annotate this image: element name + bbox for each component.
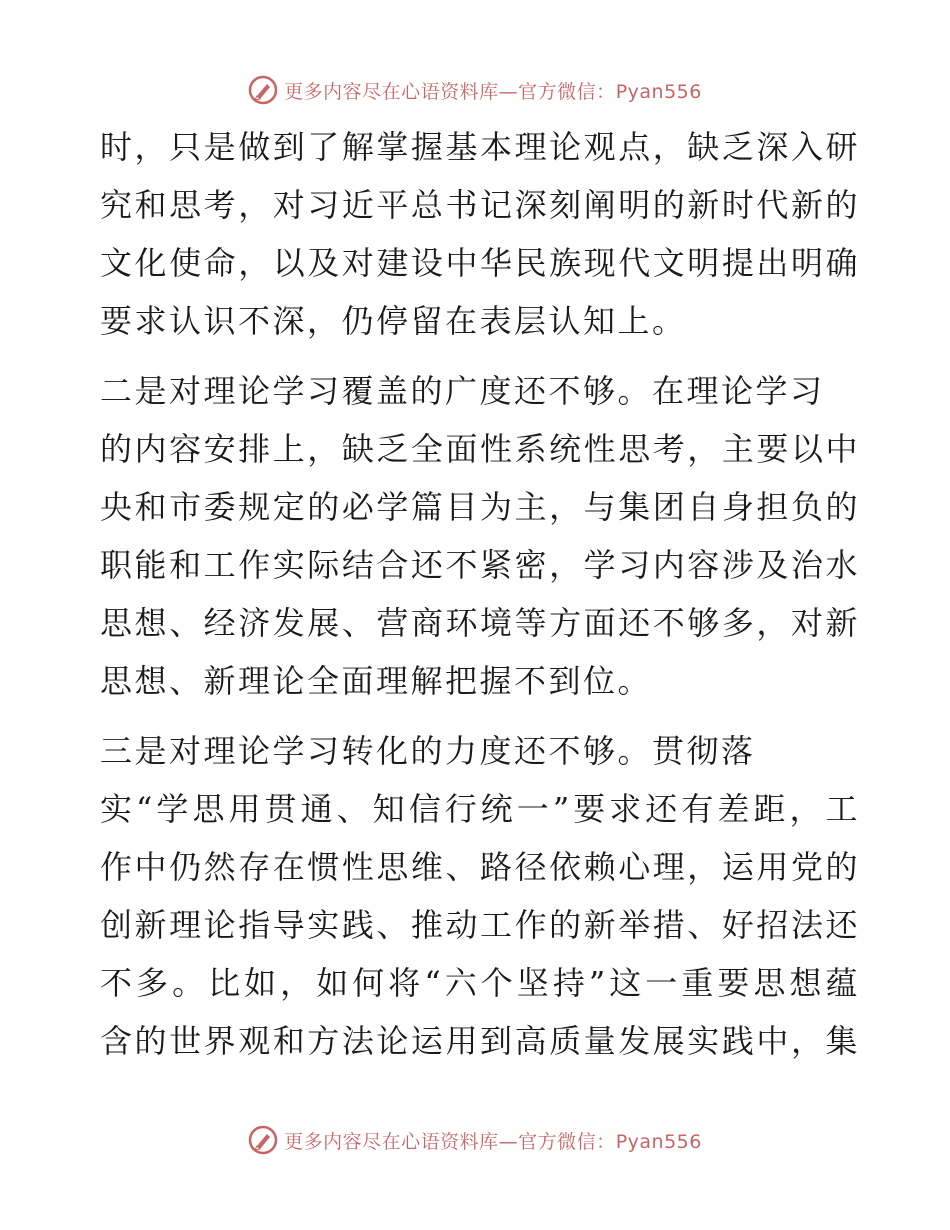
text-line: 文化使命，以及对建设中华民族现代文明提出明确 bbox=[100, 244, 860, 282]
text-line: 含的世界观和方法论运用到高质量发展实践中，集 bbox=[100, 1022, 860, 1060]
watermark-wechat-id: Pyan556 bbox=[615, 80, 702, 103]
pen-logo-icon bbox=[248, 75, 278, 105]
watermark-wechat-label: 官方微信： bbox=[518, 1130, 616, 1153]
text-line: 职能和工作实际结合还不紧密，学习内容涉及治水 bbox=[100, 546, 860, 584]
text-line: 创新理论指导实践、推动工作的新举措、好招法还 bbox=[100, 906, 860, 944]
text-line: 思想、经济发展、营商环境等方面还不够多，对新 bbox=[100, 604, 860, 642]
header-watermark bbox=[0, 70, 950, 110]
paragraph-2 bbox=[100, 362, 860, 710]
text-line: 要求认识不深，仍停留在表层认知上。 bbox=[100, 302, 687, 340]
pen-logo-icon bbox=[248, 1125, 278, 1155]
text-line: 央和市委规定的必学篇目为主，与集团自身担负的 bbox=[100, 488, 860, 526]
watermark-text bbox=[284, 1127, 702, 1154]
text-line: 不多。比如，如何将“六个坚持”这一重要思想蕴 bbox=[100, 964, 860, 1002]
watermark-text bbox=[284, 77, 702, 104]
text-line: 究和思考，对习近平总书记深刻阐明的新时代新的 bbox=[100, 186, 860, 224]
watermark-site-text: 更多内容尽在心语资料库 bbox=[284, 1130, 499, 1153]
text-line: 时，只是做到了解掌握基本理论观点，缺乏深入研 bbox=[100, 128, 860, 166]
document-body bbox=[100, 118, 860, 1070]
watermark-site-text: 更多内容尽在心语资料库 bbox=[284, 80, 499, 103]
text-line: 实“学思用贯通、知信行统一”要求还有差距，工 bbox=[100, 790, 860, 828]
text-line: 作中仍然存在惯性思维、路径依赖心理，运用党的 bbox=[100, 848, 860, 886]
text-line: 三是对理论学习转化的力度还不够。贯彻落 bbox=[100, 732, 756, 770]
text-line: 的内容安排上，缺乏全面性系统性思考，主要以中 bbox=[100, 430, 860, 468]
watermark-wechat-label: 官方微信： bbox=[518, 80, 616, 103]
watermark-separator: — bbox=[498, 80, 519, 103]
watermark-separator: — bbox=[498, 1130, 519, 1153]
paragraph-1 bbox=[100, 118, 860, 350]
text-line: 思想、新理论全面理解把握不到位。 bbox=[100, 662, 653, 700]
footer-watermark bbox=[0, 1120, 950, 1160]
paragraph-3 bbox=[100, 722, 860, 1070]
text-line: 二是对理论学习覆盖的广度还不够。在理论学习 bbox=[100, 372, 825, 410]
watermark-wechat-id: Pyan556 bbox=[615, 1130, 702, 1153]
